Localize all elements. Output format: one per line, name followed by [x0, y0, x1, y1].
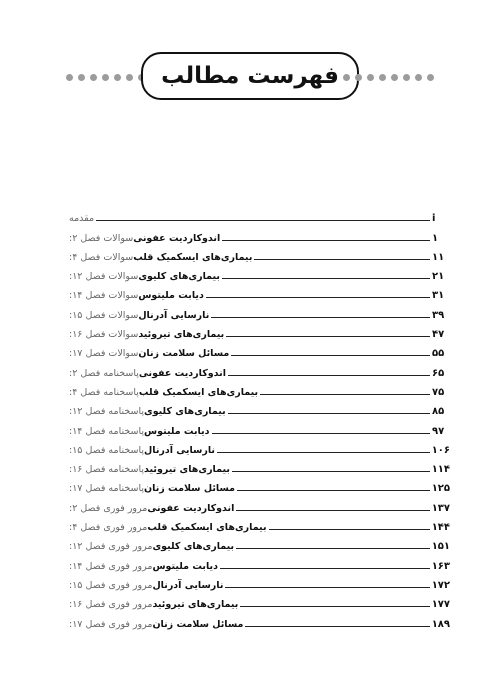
toc-row[interactable]: [66, 610, 450, 629]
toc-entry-label: [66, 503, 234, 514]
toc-leader-line: [240, 605, 429, 607]
toc-row[interactable]: [66, 224, 450, 243]
toc-entry-chapter: سوالات فصل ۴:: [69, 251, 134, 263]
toc-entry-chapter: مرور فوری فصل ۲:: [69, 502, 148, 514]
toc-entry-topic: بیماری‌های تیروئید: [138, 329, 225, 341]
toc-entry-label: [66, 599, 238, 610]
toc-entry-label: [66, 464, 230, 475]
toc-row[interactable]: [66, 591, 450, 610]
toc-entry-label: [66, 368, 226, 379]
toc-row[interactable]: [66, 437, 450, 456]
toc-row[interactable]: [66, 398, 450, 417]
toc-entry-topic: بیماری‌های کلیوی: [138, 271, 220, 283]
toc-entry-topic: بیماری‌های کلیوی: [152, 541, 235, 553]
toc-entry-chapter: مرور فوری فصل ۱۶:: [69, 599, 153, 611]
toc-entry-label: [66, 271, 220, 282]
dot-icon: [343, 74, 350, 81]
toc-entry-label: [66, 310, 209, 321]
toc-entry-label: [66, 348, 229, 359]
toc-entry-topic: مسائل سلامت زنان: [144, 483, 235, 495]
toc-leader-line: [96, 219, 430, 221]
toc-page-number: ۳۱: [432, 290, 445, 302]
toc-entry-chapter: سوالات فصل ۱۷:: [69, 348, 139, 360]
toc-page-number: ۱۲۵: [431, 483, 450, 495]
toc-row[interactable]: [66, 456, 450, 475]
toc-entry-topic: نارسایی آدرنال: [152, 579, 224, 591]
toc-entry-topic: بیماری‌های ایسکمیک قلب: [147, 522, 267, 534]
toc-page-number: ۲۱: [432, 271, 445, 283]
toc-page-number: ۱۴۴: [431, 522, 450, 534]
toc-entry-chapter: مرور فوری فصل ۱۵:: [69, 579, 153, 591]
toc-entry-topic: مسائل سلامت زنان: [138, 348, 230, 360]
toc-row[interactable]: [66, 205, 450, 224]
toc-entry-topic: مسائل سلامت زنان: [152, 618, 244, 630]
table-of-contents: [66, 205, 450, 630]
toc-row[interactable]: [66, 572, 450, 591]
toc-entry-chapter: مرور فوری فصل ۱۴:: [69, 560, 153, 572]
toc-entry-chapter: مرور فوری فصل ۱۷:: [69, 618, 153, 630]
toc-page-number: ۹۷: [432, 425, 445, 437]
toc-entry-topic: نارسایی آدرنال: [138, 309, 210, 321]
toc-page-number: i: [432, 213, 436, 225]
toc-entry-topic: بیماری‌های تیروئید: [152, 599, 239, 611]
dot-icon: [391, 74, 398, 81]
toc-leader-line: [236, 547, 430, 549]
toc-entry-chapter: پاسخنامه فصل ۱۶:: [69, 464, 145, 476]
toc-page-number: ۱۱: [432, 251, 445, 263]
dot-icon: [355, 74, 362, 81]
toc-page-number: ۱۳۷: [431, 502, 450, 514]
dot-icon: [66, 74, 73, 81]
toc-entry-label: [66, 329, 224, 340]
toc-leader-line: [260, 393, 430, 395]
toc-leader-line: [232, 470, 430, 472]
toc-entry-topic: بیماری‌های ایسکمیک قلب: [133, 251, 253, 263]
toc-leader-line: [245, 625, 429, 627]
toc-entry-topic: نارسایی آدرنال: [144, 444, 215, 456]
toc-entry-topic: بیماری‌های کلیوی: [144, 406, 226, 418]
toc-entry-topic: اندوکاردیت عفونی: [133, 232, 221, 244]
toc-row[interactable]: [66, 475, 450, 494]
dot-icon: [114, 74, 121, 81]
toc-row[interactable]: [66, 263, 450, 282]
toc-row[interactable]: [66, 494, 450, 513]
toc-leader-line: [237, 489, 430, 491]
toc-row[interactable]: [66, 282, 450, 301]
toc-page-number: ۱۷۲: [431, 579, 450, 591]
toc-entry-topic: اندوکاردیت عفونی: [147, 502, 235, 514]
toc-page-number: ۴۷: [432, 329, 445, 341]
toc-leader-line: [225, 586, 429, 588]
toc-entry-chapter: پاسخنامه فصل ۲:: [69, 367, 139, 379]
toc-page-number: ۳۹: [432, 309, 445, 321]
toc-entry-chapter: مرور فوری فصل ۱۲:: [69, 541, 153, 553]
toc-entry-label: [66, 387, 258, 398]
toc-row[interactable]: [66, 514, 450, 533]
toc-entry-chapter: پاسخنامه فصل ۱۵:: [69, 444, 145, 456]
toc-entry-topic: اندوکاردیت عفونی: [138, 367, 226, 379]
toc-row[interactable]: [66, 552, 450, 571]
toc-page-number: ۱: [432, 232, 439, 244]
toc-entry-topic: دیابت ملیتوس: [138, 290, 204, 302]
toc-row[interactable]: [66, 359, 450, 378]
toc-leader-line: [212, 432, 430, 434]
toc-entry-topic: دیابت ملیتوس: [152, 560, 218, 572]
toc-entry-label: [66, 522, 267, 533]
toc-row[interactable]: [66, 533, 450, 552]
toc-leader-line: [222, 239, 430, 241]
toc-entry-chapter: پاسخنامه فصل ۴:: [69, 386, 139, 398]
toc-leader-line: [228, 374, 430, 376]
toc-entry-label: [66, 213, 94, 224]
toc-entry-label: [66, 426, 210, 437]
toc-entry-label: [66, 252, 252, 263]
toc-page-number: ۶۵: [432, 367, 445, 379]
dot-icon: [427, 74, 434, 81]
dot-icon: [379, 74, 386, 81]
toc-row[interactable]: [66, 301, 450, 320]
dot-icon: [367, 74, 374, 81]
toc-leader-line: [206, 296, 430, 298]
toc-leader-line: [222, 277, 430, 279]
toc-entry-chapter: مقدمه: [69, 213, 95, 225]
toc-row[interactable]: [66, 340, 450, 359]
toc-entry-label: [66, 619, 243, 630]
toc-entry-chapter: سوالات فصل ۱۲:: [69, 271, 139, 283]
toc-leader-line: [236, 509, 429, 511]
toc-entry-chapter: سوالات فصل ۱۴:: [69, 290, 139, 302]
toc-entry-topic: دیابت ملیتوس: [144, 425, 210, 437]
toc-entry-chapter: مرور فوری فصل ۴:: [69, 522, 148, 534]
title-frame: [141, 52, 359, 100]
toc-entry-chapter: سوالات فصل ۱۵:: [69, 309, 139, 321]
dot-icon: [78, 74, 85, 81]
toc-page-number: ۱۱۴: [431, 464, 450, 476]
page-title: فهرست مطالب: [161, 63, 339, 89]
toc-entry-label: [66, 580, 223, 591]
toc-entry-label: [66, 233, 220, 244]
toc-entry-label: [66, 541, 234, 552]
toc-page-number: ۱۰۶: [431, 444, 450, 456]
toc-entry-chapter: پاسخنامه فصل ۱۴:: [69, 425, 145, 437]
toc-page-number: ۵۵: [432, 348, 445, 360]
toc-leader-line: [220, 567, 430, 569]
toc-leader-line: [217, 451, 430, 453]
toc-leader-line: [226, 335, 430, 337]
toc-entry-label: [66, 290, 204, 301]
toc-header: [0, 52, 500, 107]
toc-entry-topic: بیماری‌های تیروئید: [144, 464, 230, 476]
toc-entry-chapter: پاسخنامه فصل ۱۲:: [69, 406, 145, 418]
toc-row[interactable]: [66, 379, 450, 398]
toc-page-number: ۱۵۱: [431, 541, 450, 553]
toc-row[interactable]: [66, 417, 450, 436]
toc-entry-label: [66, 445, 215, 456]
toc-leader-line: [228, 412, 430, 414]
toc-entry-chapter: سوالات فصل ۱۶:: [69, 329, 139, 341]
toc-page-number: ۱۸۹: [431, 618, 450, 630]
toc-page-number: ۱۷۷: [431, 599, 450, 611]
dot-icon: [90, 74, 97, 81]
toc-leader-line: [231, 354, 430, 356]
toc-row[interactable]: [66, 321, 450, 340]
toc-row[interactable]: [66, 244, 450, 263]
toc-entry-chapter: سوالات فصل ۲:: [69, 232, 134, 244]
toc-page-number: ۱۶۳: [431, 560, 450, 572]
dot-icon: [403, 74, 410, 81]
toc-entry-label: [66, 561, 218, 572]
toc-entry-label: [66, 483, 235, 494]
toc-leader-line: [211, 316, 430, 318]
dot-icon: [415, 74, 422, 81]
dot-icon: [102, 74, 109, 81]
toc-entry-label: [66, 406, 226, 417]
toc-leader-line: [254, 258, 430, 260]
dot-icon: [126, 74, 133, 81]
toc-page-number: ۸۵: [432, 406, 445, 418]
toc-page-number: ۷۵: [432, 386, 445, 398]
toc-entry-chapter: پاسخنامه فصل ۱۷:: [69, 483, 145, 495]
toc-entry-topic: بیماری‌های ایسکمیک قلب: [138, 386, 259, 398]
toc-leader-line: [269, 528, 430, 530]
right-dots-ornament: [343, 74, 434, 81]
